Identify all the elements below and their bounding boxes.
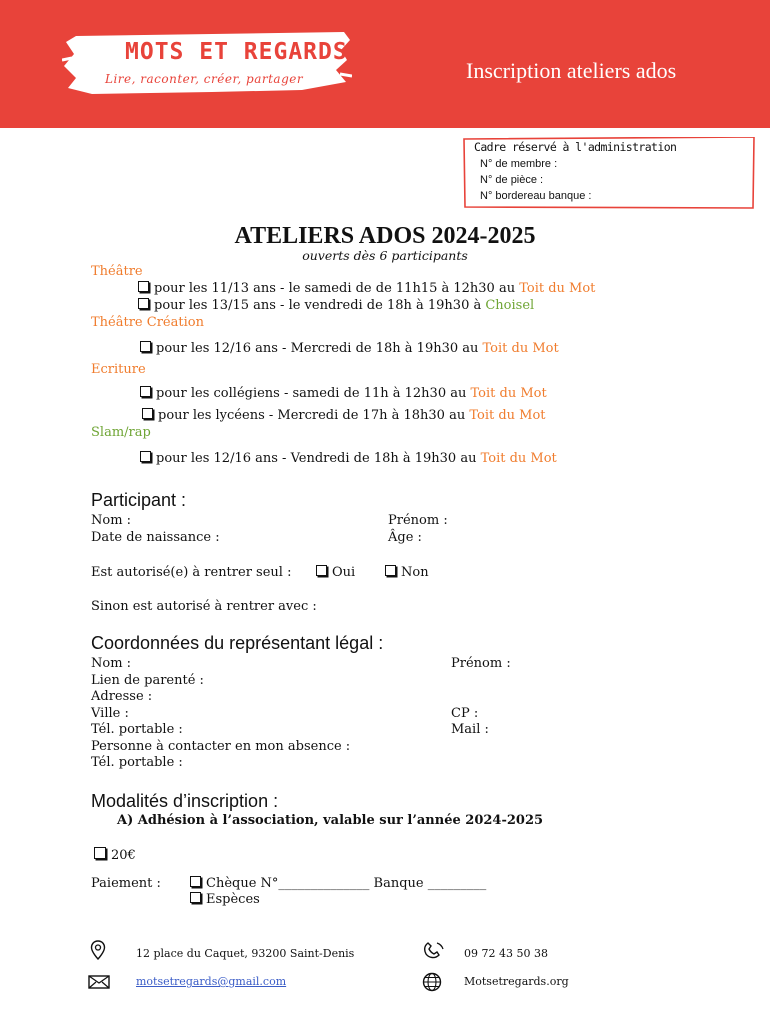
member-number-label: N° de membre : <box>480 158 558 170</box>
checkbox[interactable] <box>190 876 201 887</box>
page-header-title: Inscription ateliers ados <box>466 58 677 83</box>
option-theatre-11-13[interactable]: pour les 11/13 ans - le samedi de de 11h15 à 12h30 au Toit du Mot <box>138 281 595 296</box>
page-subtitle: ouverts dès 6 participants <box>302 248 468 263</box>
logo-title: MOTS ET REGARDS <box>125 39 348 65</box>
go-home-alone-label: Est autorisé(e) à rentrer seul : <box>91 565 292 580</box>
option-creation-12-16[interactable]: pour les 12/16 ans - Mercredi de 18h à 19h30 au Toit du Mot <box>140 341 559 356</box>
go-home-alone-no[interactable]: Non <box>385 565 429 580</box>
authorized-companion-label: Sinon est autorisé à rentrer avec : <box>91 599 317 614</box>
category-theatre: Théâtre <box>91 264 143 279</box>
globe-icon <box>422 972 442 992</box>
payment-cheque-option[interactable]: Chèque N°______________ Banque _________ <box>190 876 486 891</box>
logo <box>62 30 352 96</box>
participant-prenom-label: Prénom : <box>388 513 448 528</box>
checkbox[interactable] <box>140 451 151 462</box>
legal-relationship-label: Lien de parenté : <box>91 673 204 688</box>
piece-number-label: N° de pièce : <box>480 174 544 186</box>
phone-icon <box>423 940 445 960</box>
modalities-heading: Modalités d’inscription : <box>91 791 279 811</box>
bank-slip-label: N° bordereau banque : <box>480 190 592 202</box>
envelope-icon <box>88 975 110 989</box>
logo-tagline: Lire, raconter, créer, partager <box>105 72 304 86</box>
option-theatre-13-15[interactable]: pour les 13/15 ans - le vendredi de 18h à 19h30 à Choisel <box>138 298 534 313</box>
membership-item: A) Adhésion à l’association, valable sur l’année 2024-2025 <box>117 813 544 828</box>
footer-website: Motsetregards.org <box>464 975 569 988</box>
legal-nom-label: Nom : <box>91 656 132 671</box>
participant-age-label: Âge : <box>388 530 422 545</box>
footer-email-link[interactable]: motsetregards@gmail.com <box>136 975 287 988</box>
checkbox[interactable] <box>138 298 149 309</box>
admin-box <box>462 137 756 209</box>
option-ecriture-lyceens[interactable]: pour les lycéens - Mercredi de 17h à 18h30 au Toit du Mot <box>142 408 546 423</box>
legal-mobile-label: Tél. portable : <box>91 722 183 737</box>
checkbox[interactable] <box>385 565 396 576</box>
admin-box-title: Cadre réservé à l'administration <box>474 140 677 154</box>
option-slam-12-16[interactable]: pour les 12/16 ans - Vendredi de 18h à 19h30 au Toit du Mot <box>140 451 557 466</box>
category-ecriture: Ecriture <box>91 362 146 377</box>
category-theatre-creation: Théâtre Création <box>91 315 204 330</box>
go-home-alone-yes[interactable]: Oui <box>316 565 355 580</box>
participant-heading: Participant : <box>91 490 187 510</box>
checkbox[interactable] <box>140 386 151 397</box>
checkbox[interactable] <box>316 565 327 576</box>
participant-birthdate-label: Date de naissance : <box>91 530 220 545</box>
checkbox[interactable] <box>142 408 153 419</box>
legal-rep-heading: Coordonnées du représentant légal : <box>91 633 384 653</box>
legal-city-label: Ville : <box>91 706 129 721</box>
checkbox[interactable] <box>140 341 151 352</box>
category-slam-rap: Slam/rap <box>91 425 151 440</box>
header-banner <box>0 0 770 128</box>
payment-label: Paiement : <box>91 876 161 891</box>
absence-contact-label: Personne à contacter en mon absence : <box>91 739 351 754</box>
footer-phone: 09 72 43 50 38 <box>464 947 548 960</box>
legal-postcode-label: CP : <box>451 706 479 721</box>
checkbox[interactable] <box>190 892 201 903</box>
legal-address-label: Adresse : <box>91 689 153 704</box>
payment-cash-option[interactable]: Espèces <box>190 892 260 907</box>
location-pin-icon <box>90 940 106 960</box>
footer-address: 12 place du Caquet, 93200 Saint-Denis <box>136 947 355 960</box>
page-title: ATELIERS ADOS 2024-2025 <box>234 223 536 249</box>
legal-prenom-label: Prénom : <box>451 656 511 671</box>
participant-nom-label: Nom : <box>91 513 132 528</box>
legal-mail-label: Mail : <box>451 722 489 737</box>
checkbox[interactable] <box>138 281 149 292</box>
option-ecriture-collegiens[interactable]: pour les collégiens - samedi de 11h à 12h30 au Toit du Mot <box>140 386 547 401</box>
membership-fee-option[interactable]: 20€ <box>94 847 136 863</box>
checkbox[interactable] <box>94 847 106 859</box>
absence-contact-mobile-label: Tél. portable : <box>91 755 183 770</box>
